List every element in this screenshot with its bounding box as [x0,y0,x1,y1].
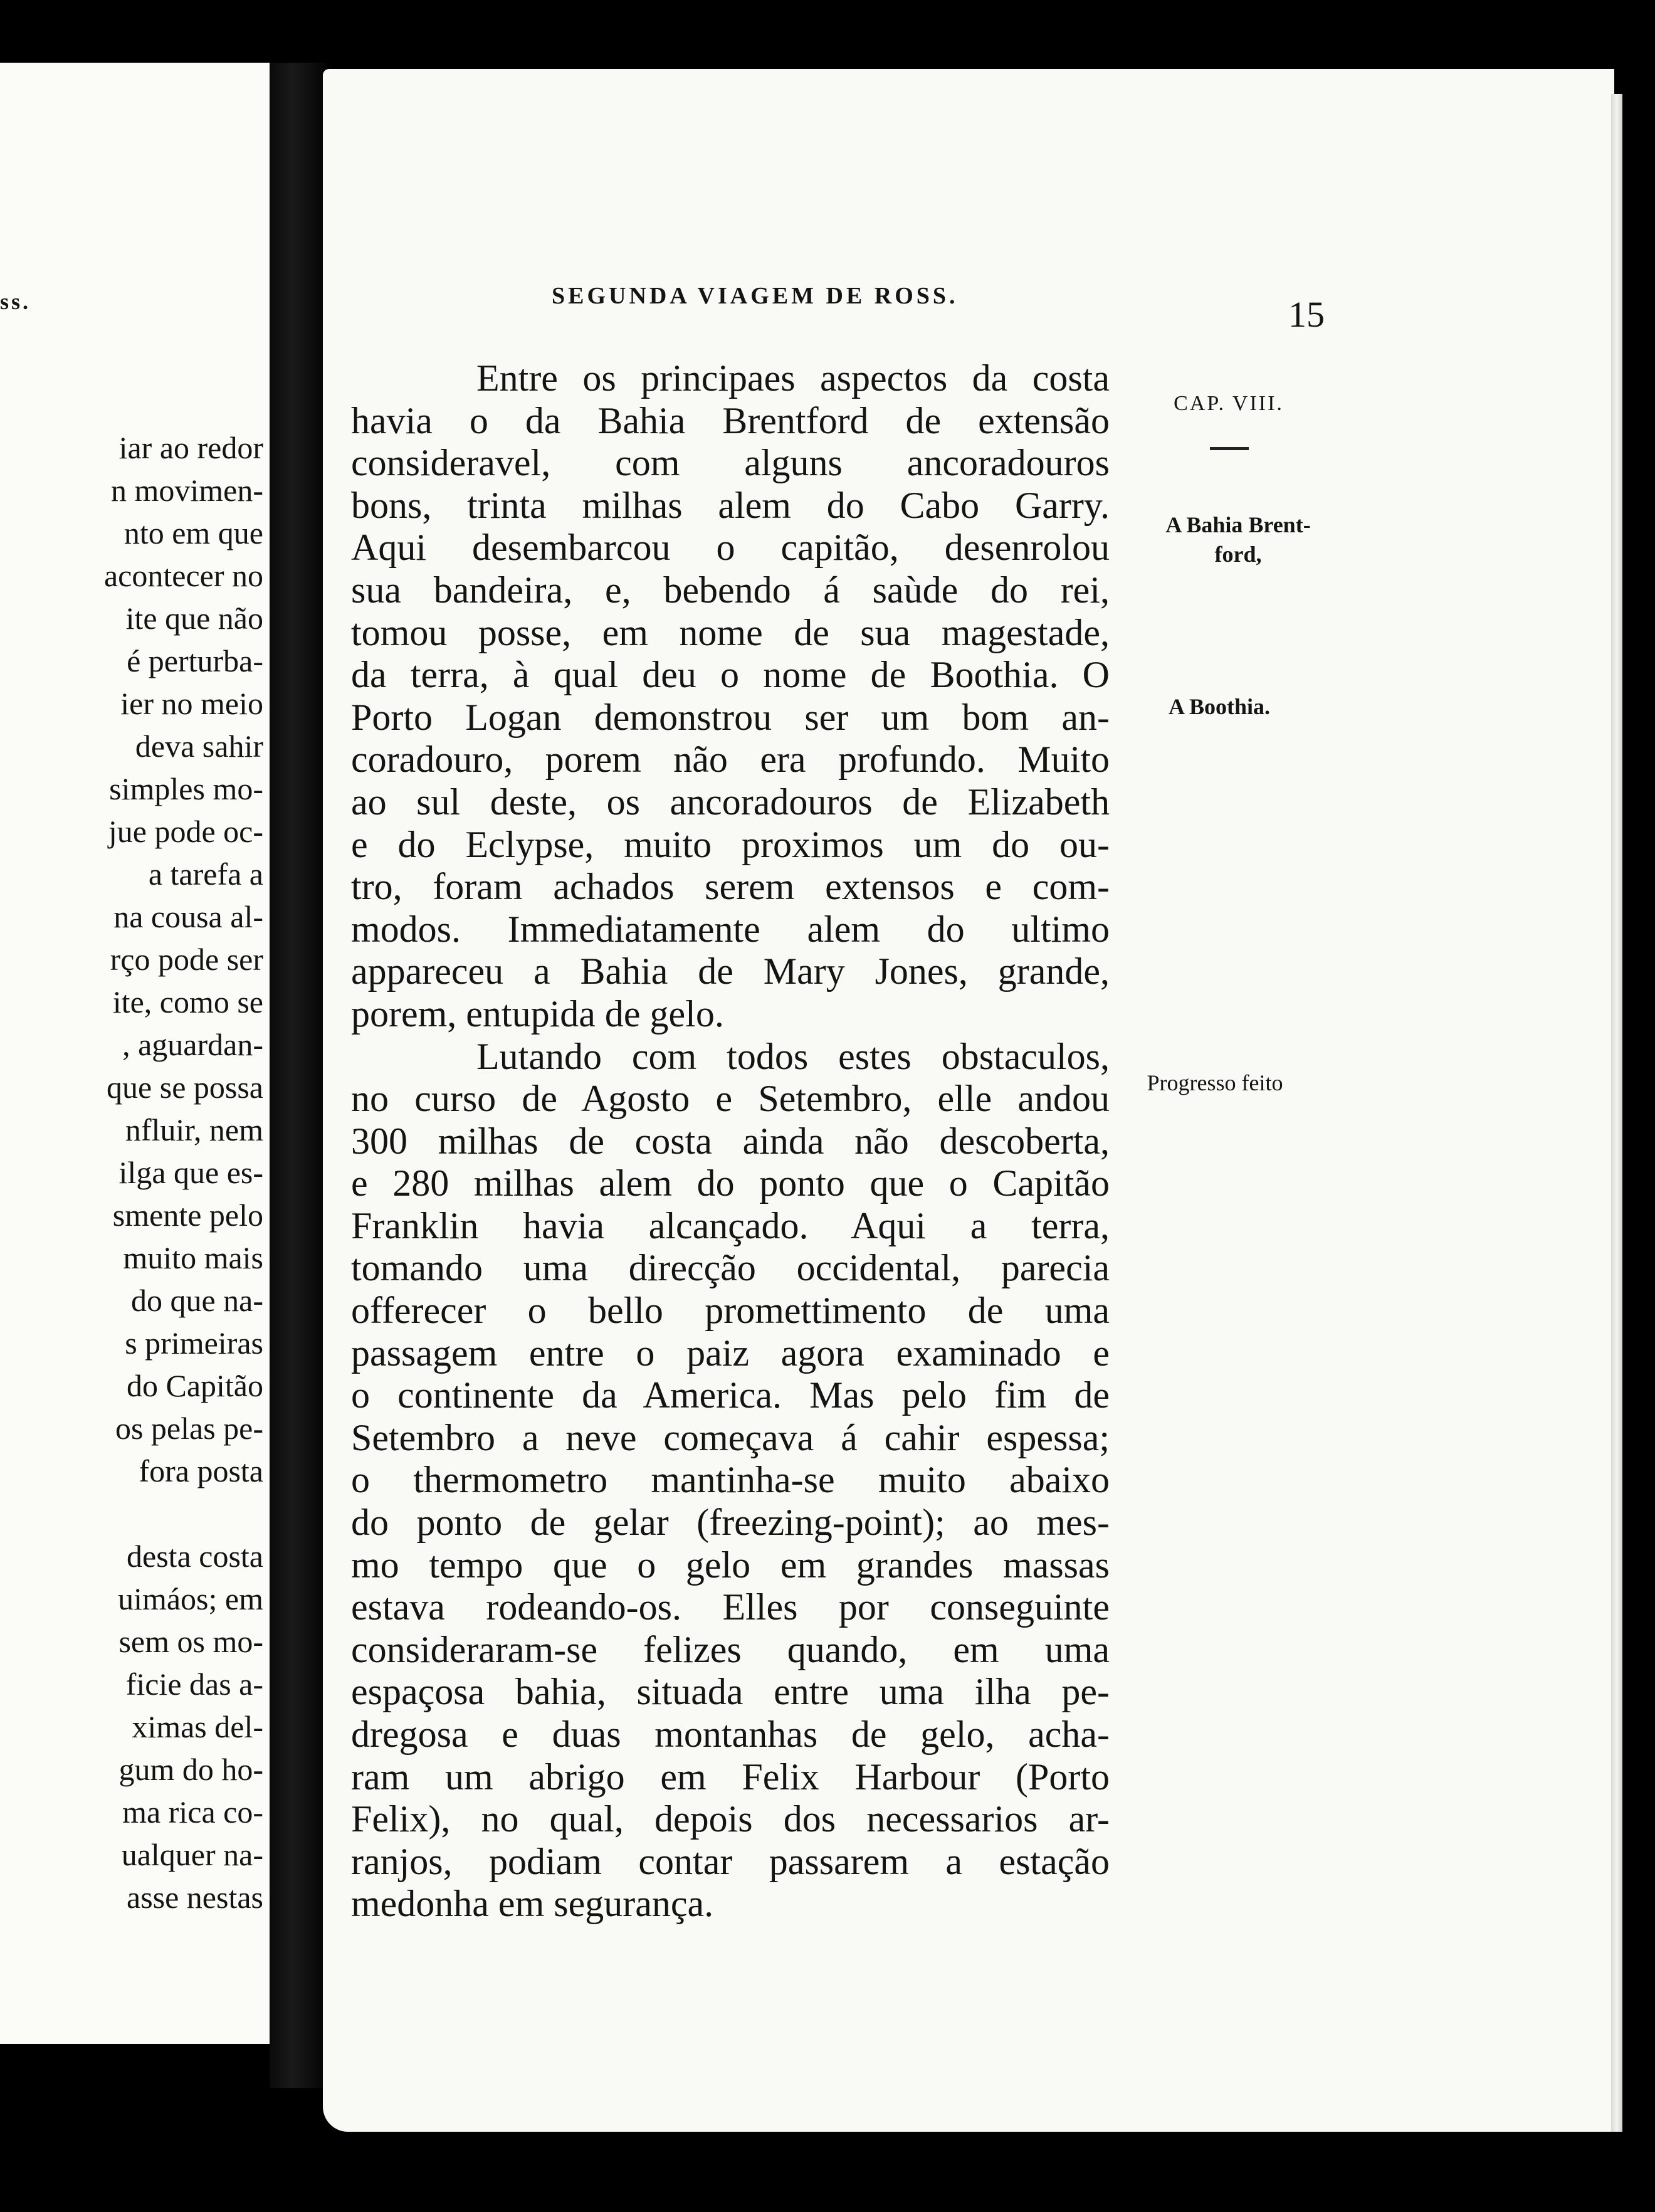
text-line: Franklin havia alcançado. Aqui a terra, [351,1204,1110,1246]
text-line: Setembro a neve começava á cahir espessa; [351,1416,1110,1458]
page-number: 15 [1288,294,1325,335]
left-page [0,63,270,2044]
text-line: tro, foram achados serem extensos e com- [351,866,1110,908]
text-line: o continente da America. Mas pelo fim de [351,1374,1110,1416]
left-text-line: a tarefa a [148,856,263,892]
margin-note-bahia-line2: ford, [1214,542,1262,567]
text-line: consideravel, com alguns ancoradouros [351,442,1110,484]
left-running-head: ss. [0,289,31,314]
left-text-line: ximas del- [132,1709,263,1744]
running-head: SEGUNDA VIAGEM DE ROSS. [552,283,959,309]
text-line: do ponto de gelar (freezing-point); ao mes- [351,1502,1110,1544]
text-line: porem, entupida de gelo. [351,993,724,1035]
text-line: no curso de Agosto e Setembro, elle andou [351,1078,1110,1120]
text-line: dregosa e duas montanhas de gelo, acha- [351,1714,1110,1755]
left-text-line: jue pode oc- [108,814,263,849]
left-text-line: ma rica co- [122,1794,263,1830]
left-text-line: deva sahir [135,729,263,764]
text-line: coradouro, porem não era profundo. Muito [351,739,1110,781]
left-text-line: n movimen- [110,473,263,508]
text-line: passagem entre o paiz agora examinado e [351,1332,1110,1374]
left-text-line: ier no meio [120,686,263,721]
text-line: consideraram-se felizes quando, em uma [351,1628,1110,1670]
text-line: Felix), no qual, depois dos necessarios ar- [351,1798,1110,1840]
text-line: ao sul deste, os ancoradouros de Elizabeth [351,781,1110,823]
left-text-line: gum do ho- [118,1752,263,1787]
page-edge [1611,94,1622,2132]
text-line: Lutando com todos estes obstaculos, [476,1035,1110,1077]
text-line: mo tempo que o gelo em grandes massas [351,1544,1110,1586]
text-line: medonha em segurança. [351,1883,714,1925]
text-line: tomou posse, em nome de sua magestade, [351,611,1110,653]
left-text-line: ualquer na- [121,1837,263,1872]
left-text-line: ilga que es- [118,1155,263,1190]
left-text-line: fora posta [139,1453,263,1488]
left-text-line: nto em que [123,515,263,550]
left-text-line: na cousa al- [113,899,263,934]
text-line: Porto Logan demonstrou ser um bom an- [351,696,1110,738]
margin-note-progresso: Progresso feito [1147,1070,1283,1095]
text-line: estava rodeando-os. Elles por conseguinte [351,1586,1110,1628]
left-text-line: sem os mo- [118,1624,263,1659]
left-text-line: nfluir, nem [125,1112,263,1147]
text-line: da terra, à qual deu o nome de Boothia. O [351,654,1110,696]
text-line: ranjos, podiam contar passarem a estação [351,1840,1110,1882]
left-text-line: que se possa [107,1070,263,1105]
left-text-line: os pelas pe- [115,1411,263,1446]
text-line: e do Eclypse, muito proximos um do ou- [351,823,1110,865]
left-text-line: simples mo- [109,771,263,806]
left-text-line: do Capitão [126,1368,263,1403]
text-line: o thermometro mantinha-se muito abaixo [351,1459,1110,1501]
text-line: espaçosa bahia, situada entre uma ilha pe- [351,1671,1110,1713]
margin-note-boothia: A Boothia. [1168,694,1271,719]
text-line: Entre os principaes aspectos da costa [476,357,1110,399]
left-text-line: muito mais [123,1240,263,1275]
left-text-line: ficie das a- [125,1667,263,1702]
margin-note-chapter: CAP. VIII. [1174,392,1284,415]
text-line: offerecer o bello promettimento de uma [351,1290,1110,1332]
left-text-line: é perturba- [127,643,263,678]
text-line: modos. Immediatamente alem do ultimo [351,908,1110,950]
text-line: havia o da Bahia Brentford de extensão [351,399,1110,441]
text-line: ram um abrigo em Felix Harbour (Porto [351,1756,1110,1798]
text-line: appareceu a Bahia de Mary Jones, grande, [351,951,1110,993]
text-line: tomando uma direcção occidental, parecia [351,1247,1110,1289]
left-text-line: uimáos; em [118,1581,263,1616]
left-text-line: desta costa [127,1539,263,1574]
text-line: sua bandeira, e, bebendo á saùde do rei, [351,569,1110,611]
text-line: Aqui desembarcou o capitão, desenrolou [351,527,1110,569]
left-text-line: asse nestas [127,1880,263,1915]
paragraph-1 [351,357,1110,1036]
text-line: 300 milhas de costa ainda não descoberta, [351,1120,1110,1162]
left-text-line: rço pode ser [110,942,263,977]
left-text-line: iar ao redor [118,430,263,465]
chapter-dash [1210,447,1249,450]
left-text-line: acontecer no [103,558,263,593]
text-line: e 280 milhas alem do ponto que o Capitão [351,1162,1110,1204]
left-text-line: , aguardan- [122,1027,263,1062]
left-text-line: s primeiras [125,1325,263,1361]
left-text-line: do que na- [130,1283,263,1318]
margin-note-bahia-line1: A Bahia Brent- [1165,512,1311,537]
paragraph-2 [351,1036,1110,1925]
body-text [351,357,1110,1925]
left-text-line: ite, como se [112,984,263,1019]
text-line: bons, trinta milhas alem do Cabo Garry. [351,484,1110,526]
left-text-line: ite que não [125,601,263,636]
book-gutter [270,63,326,2088]
left-text-line: smente pelo [112,1198,263,1233]
